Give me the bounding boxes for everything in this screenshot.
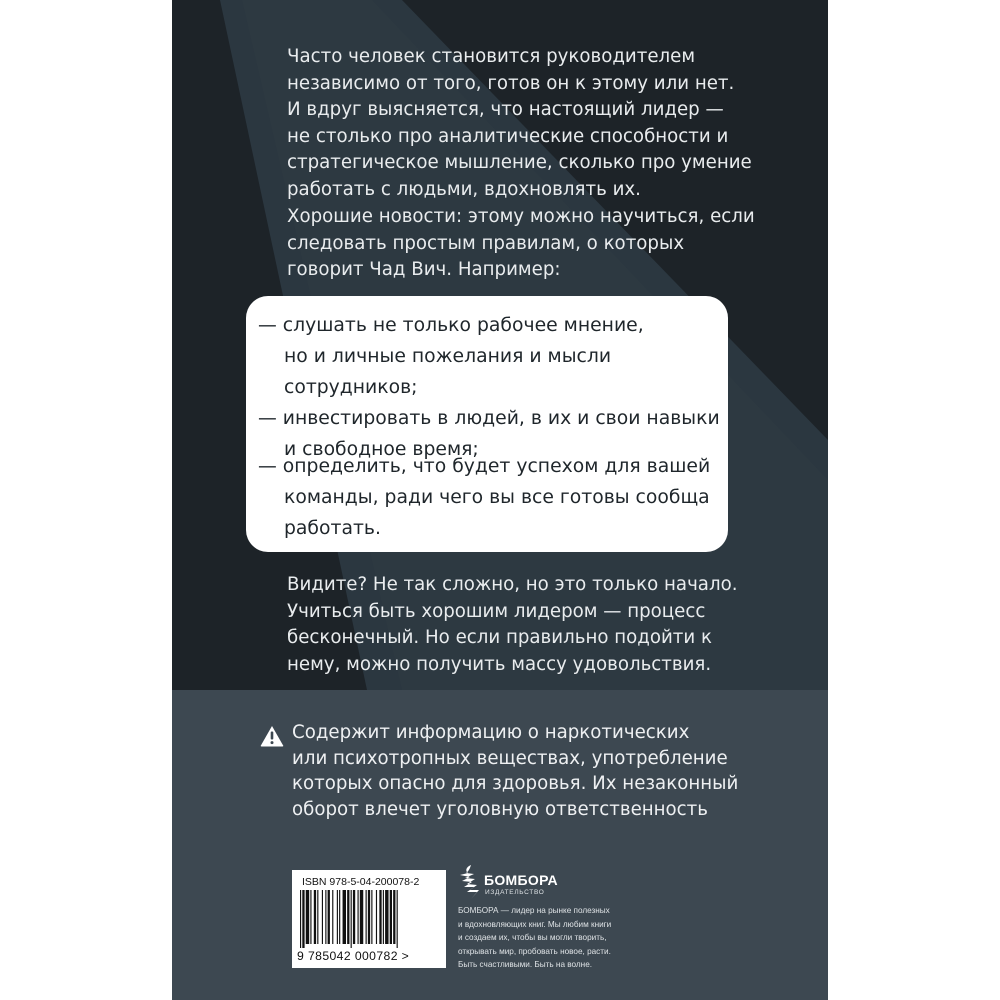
barcode-bar bbox=[368, 890, 370, 944]
warning-triangle-icon bbox=[260, 725, 284, 747]
text-line: Учиться быть хорошим лидером — процесс bbox=[287, 600, 706, 622]
barcode-bar bbox=[337, 890, 338, 944]
text-line: или психотропных веществах, употребление bbox=[292, 747, 728, 769]
text-line: оборот влечет уголовную ответственность bbox=[292, 798, 708, 820]
text-line: независимо от того, готов он к этому или нет. bbox=[287, 72, 735, 94]
barcode-digits: 9 785042 000782 > bbox=[297, 949, 410, 963]
text-line: БОМБОРА — лидер на рынке полезных bbox=[458, 906, 610, 915]
barcode-bar bbox=[317, 890, 318, 944]
barcode-bar bbox=[302, 890, 304, 948]
barcode-bar bbox=[379, 890, 381, 944]
text-line: но и личные пожелания и мысли bbox=[284, 346, 612, 367]
warning-text bbox=[292, 720, 738, 822]
text-line: следовать простым правилам, о которых bbox=[287, 232, 685, 254]
text-line: открывать мир, пробовать новое, расти. bbox=[458, 946, 611, 956]
barcode-bar bbox=[310, 890, 311, 944]
text-line: бесконечный. Но если правильно подойти к bbox=[287, 627, 712, 648]
text-line: нему, можно получить массу удовольствия. bbox=[287, 653, 712, 675]
barcode-bar bbox=[393, 890, 395, 944]
barcode-bar bbox=[385, 890, 388, 944]
text-line: Быть счастливыми. Быть на волне. bbox=[458, 960, 593, 969]
good-news-paragraph bbox=[287, 204, 787, 284]
isbn-label: ISBN 978-5-04-200078-2 bbox=[302, 876, 420, 888]
text-line: Часто человек становится руководителем bbox=[287, 46, 696, 67]
publisher-subtitle: ИЗДАТЕЛЬСТВО bbox=[485, 889, 545, 896]
text-line: Видите? Не так сложно, но это только начало. bbox=[287, 574, 738, 595]
intro-paragraph bbox=[287, 44, 787, 203]
text-line: работать с людьми, вдохновлять их. bbox=[287, 178, 641, 200]
barcode-bar bbox=[332, 890, 333, 944]
barcode-bars bbox=[300, 890, 438, 948]
text-line: — слушать не только рабочее мнение, bbox=[258, 315, 644, 336]
barcode-bar bbox=[383, 890, 384, 944]
text-line: — определить, что будет успехом для вашей bbox=[258, 456, 711, 477]
bombora-logo-icon bbox=[457, 864, 481, 900]
publisher-description bbox=[458, 904, 611, 972]
text-line: — инвестировать в людей, в их и свои навыки bbox=[258, 408, 720, 429]
text-line: Содержит информацию о наркотических bbox=[292, 722, 690, 743]
publisher-name: БОМБОРА bbox=[484, 872, 558, 888]
tips-box bbox=[246, 296, 728, 552]
barcode-bar bbox=[339, 890, 340, 944]
barcode-bar bbox=[397, 890, 398, 948]
text-line: работать. bbox=[284, 518, 381, 539]
barcode-bar bbox=[322, 890, 323, 944]
barcode-bar bbox=[325, 890, 326, 944]
barcode-bar bbox=[371, 890, 372, 944]
text-line: не столько про аналитические способности и bbox=[287, 125, 729, 147]
barcode-bar bbox=[360, 890, 363, 944]
barcode-bar bbox=[358, 890, 359, 944]
book-back-cover bbox=[172, 0, 828, 1000]
barcode-bar bbox=[353, 890, 355, 944]
text-line: и свободное время; bbox=[284, 439, 479, 460]
text-line: которых опасно для здоровья. Их незаконный bbox=[292, 773, 739, 794]
closing-paragraph bbox=[287, 572, 787, 678]
barcode-bar bbox=[347, 890, 349, 944]
text-line: говорит Чад Вич. Например: bbox=[287, 259, 561, 280]
barcode-bar bbox=[328, 890, 330, 944]
text-line: стратегическое мышление, сколько про умение bbox=[287, 152, 752, 173]
barcode-bar bbox=[351, 890, 352, 948]
barcode-bar bbox=[314, 890, 316, 944]
barcode-bar bbox=[376, 890, 377, 944]
text-line: команды, ради чего вы все готовы сообща bbox=[284, 487, 710, 508]
tip-item bbox=[258, 451, 710, 544]
barcode-bar bbox=[366, 890, 367, 944]
text-line: и вдохновляющих книг. Мы любим книги bbox=[458, 919, 612, 929]
text-line: и создаем их, чтобы вы могли творить, bbox=[458, 933, 607, 942]
barcode-bar bbox=[306, 890, 309, 944]
barcode bbox=[292, 870, 446, 968]
barcode-bar bbox=[390, 890, 392, 944]
text-line: И вдруг выясняется, что настоящий лидер — bbox=[287, 99, 724, 120]
barcode-bar bbox=[300, 890, 301, 948]
barcode-bar bbox=[343, 890, 346, 944]
text-line: сотрудников; bbox=[284, 377, 418, 398]
text-line: Хорошие новости: этому можно научиться, если bbox=[287, 206, 755, 227]
tip-item bbox=[258, 310, 644, 403]
